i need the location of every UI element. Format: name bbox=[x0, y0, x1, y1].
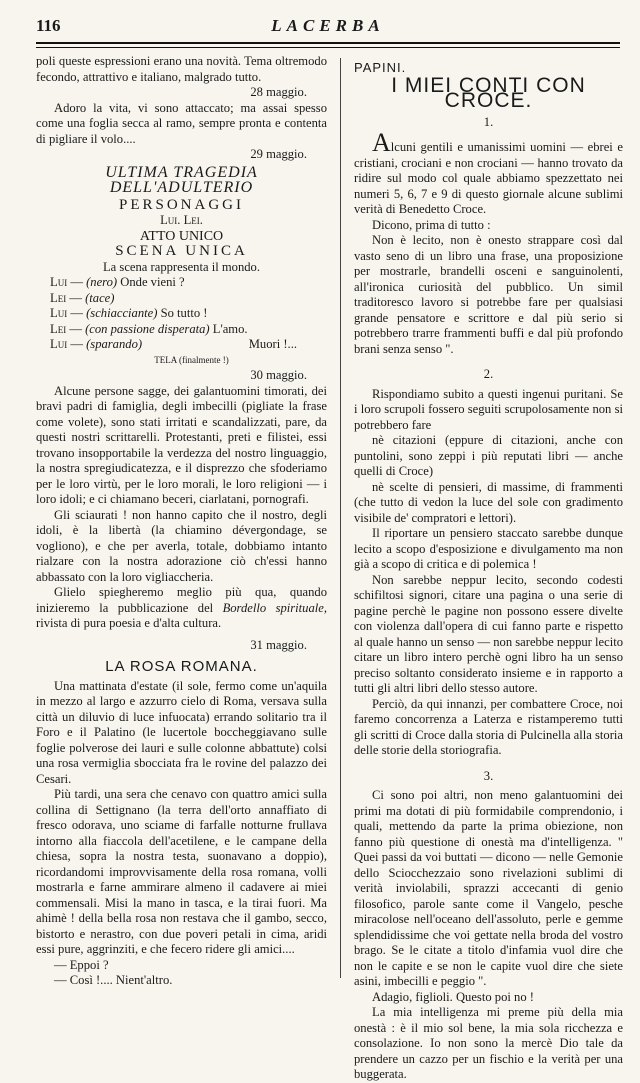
paragraph: Alcune persone sagge, dei galantuomini timorati, dei bravi padri di famiglia, degli imbecilli (pigliate la frase come volete), sono stati irritati e scandalizzati, pare, da questi nostri scrittarelli. Protestanti, preti e filistei, essi trovano insopportabile la verdezza del nostro linguaggio, la nostra spregiudicatezza, e il disprezzo che sfoderiamo per le loro virtù, per le loro morali, le loro religioni — i loro idoli; e ci chiamano beceri, ciarlatani, pornografi. bbox=[36, 383, 327, 506]
dialogue-line: Lui — (sparando) Muori !... bbox=[50, 337, 297, 351]
paragraph: La mia intelligenza mi preme più della mia onestà : è il mio sol bene, la mia sola ricchezza e consolazione. Io non sono la mercè Dio tale da prendere un cazzo per un fischio e la verità per una buggerata. bbox=[354, 1005, 623, 1081]
masthead: LACERBA bbox=[271, 16, 385, 35]
paragraph: Non è lecito, non è onesto strappare così dal vasto seno di un libro una frase, una proposizione per mostrarle, brandelli osceni e sanguinolenti, all'ironica curiosità del pubblico. Un simil traditoresco lavoro si potrebbe fare per qualsiasi grande pensatore e scrittore e dal più serio si potrebbero trarre frammenti buffi e dal più profondo brani senza senso ". bbox=[354, 233, 623, 356]
paragraph: — Eppoi ? bbox=[54, 957, 109, 972]
dialogue-line: Lui — (nero) Onde vieni ? bbox=[50, 275, 185, 289]
header-rule bbox=[36, 42, 620, 44]
act-heading: ATTO UNICO bbox=[139, 228, 224, 244]
date: 28 maggio. bbox=[250, 85, 307, 99]
page-header bbox=[36, 16, 620, 42]
paragraph: poli queste espressioni erano una novità. Tema oltremodo fecondo, attrattivo e italiano, malgrado tutto. bbox=[36, 54, 327, 84]
header-rule-thin bbox=[36, 47, 620, 48]
drop-cap: A bbox=[372, 128, 391, 157]
characters: Lui. Lei. bbox=[160, 213, 203, 227]
right-column bbox=[354, 54, 623, 1083]
paragraph: — Così !.... Nient'altro. bbox=[54, 973, 173, 987]
author: PAPINI. bbox=[354, 60, 407, 75]
section-number: 1. bbox=[483, 114, 494, 129]
paragraph: Adoro la vita, vi sono attaccato; ma assai spesso come una foglia secca al ramo, sempre pronta e contenta di pigliare il volo.... bbox=[36, 100, 327, 146]
dialogue-line: Lei — (tace) bbox=[50, 290, 115, 305]
paragraph: Gli sciaurati ! non hanno capito che il nostro, degli idoli, è la libertà (la chiamino dévergondage, se vogliono), e che per averla, totale, dobbiamo intanto rialzare con la nostra adorazione ciò ch'essi hanno abbassato con la loro vigliaccheria. bbox=[36, 507, 327, 584]
rosa-title: LA ROSA ROMANA. bbox=[105, 658, 258, 675]
paragraph: Alcuni gentili e umanissimi uomini — ebrei e cristiani, crociani e non crociani — hanno trovato da ridire sul modo col quale abbiamo spezzettato nei numeri 5, 6, 7 e 9 di questo giornale alcune sublimi verità di Benedetto Croce. bbox=[354, 128, 623, 216]
section-number: 3. bbox=[483, 768, 494, 783]
paragraph: Adagio, figlioli. Questo poi no ! bbox=[372, 989, 534, 1004]
paragraph: Dicono, prima di tutto : bbox=[372, 217, 491, 232]
personaggi-heading: PERSONAGGI bbox=[118, 196, 244, 213]
tragedy-title: ULTIMA TRAGEDIA DELL'ADULTERIO bbox=[105, 163, 258, 196]
paragraph: Non sarebbe neppur lecito, secondo codesti schifiltosi signori, citare una pagina o una serie di pagine perchè le pagine non possono essere divelte con violenza dall'opera di cui fanno parte e rispetto al quale hanno un senso — non sarebbe neppur lecito citare un libro intero perchè ogni libro ha un senso preciso soltanto considerato insieme e in rapporto a tutti gli altri libri dello stesso autore. bbox=[354, 572, 623, 695]
dialogue-line: Lui — (schiacciante) So tutto ! bbox=[50, 306, 208, 320]
page-number: 116 bbox=[36, 16, 61, 35]
paragraph: nè citazioni (eppure di citazioni, anche con puntolini, sono zeppi i più reputati libri — anche quelli di Croce) bbox=[354, 433, 623, 478]
article-title: I MIEI CONTI CON CROCE. bbox=[391, 73, 586, 112]
paragraph: Il riportare un pensiero staccato sarebbe dunque lecito a scopo d'esposizione e divulgamento ma non già a scopo di critica e di polemica ! bbox=[354, 526, 623, 571]
dialogue-line: Lei — (con passione disperata) L'amo. bbox=[50, 321, 248, 336]
paragraph: Perciò, da qui innanzi, per combattere Croce, noi faremo concorrenza a Laterza e ristamperemo tutti gli scritti di Croce dalla storia di Pulcinella alla storia delle storie della storiografia. bbox=[354, 696, 623, 757]
date: 29 maggio. bbox=[250, 147, 307, 161]
paragraph: Rispondiamo subito a questi ingenui puritani. Se i loro scrupoli fossero seguiti scrupolosamente non si potrebbero fare bbox=[354, 386, 623, 432]
date: 31 maggio. bbox=[250, 637, 307, 652]
paragraph: Glielo spiegheremo meglio più qua, quando inizieremo la pubblicazione del Bordello spirituale, rivista di pura poesia e d'alta cultura. bbox=[36, 585, 327, 630]
scene-heading: SCENA UNICA bbox=[115, 243, 248, 259]
left-column bbox=[36, 54, 327, 989]
paragraph: nè scelte di pensieri, di massime, di frammenti (che tutto di vedon la luce del sole con gradimento visibile de' compratori e lettori). bbox=[354, 479, 623, 525]
section-number: 2. bbox=[483, 367, 494, 381]
paragraph: Ci sono poi altri, non meno galantuomini dei primi ma dotati di più formidabile comprendonio, i quali, mettendo da parte la prima obiezione, non fanno più questione di onestà ma d'intelligenza. " Quei passi da voi buttati — dicono — nelle Gemonie dello Sciocchezzaio sono rivelazioni sublimi di verità inviolabili, sprazzi accecanti di genio filosofico, parole sante come il Vangelo, pesche miracolose nell'oceano dell'assoluto, perle e gemme splendidissime che voi gettate nella broda del vostro brago. Se le citate a titolo d'infamia vuol dire che non le capite e se non le capite vuol dire che siete asini, imbecilli e peggio ". bbox=[354, 788, 623, 988]
paragraph: Una mattinata d'estate (il sole, fermo come un'aquila in mezzo al largo e azzurro cielo di Roma, versava sulla città un diluvio di luce infuocata) errando solitario tra il Foro e il Palatino (le lucertole boccheggiavano sulle foglie polverose dei lauri e sulle colonne abbattute) colsi una rosa vermiglia sbocciata fra le rovine del palazzo dei Cesari. bbox=[36, 678, 327, 786]
date: 30 maggio. bbox=[250, 368, 307, 382]
column-divider bbox=[340, 58, 341, 978]
curtain-note: TELA (finalmente !) bbox=[154, 354, 229, 365]
paragraph: Più tardi, una sera che cenavo con quattro amici sulla collina di Settignano (la terra dell'orto annaffiato di fresco odorava, uno sciame di farfalle notturne frullava intorno alla fiaccola dell'acetilene, e le campane della chiesa, sopra la nostra testa, suonavano a doppio), ricordandomi improvvisamente della rosa romana, volli mostrarla e farne ammirare almeno il cadavere ai miei commensali. Misi la mano in tasca, e la tirai fuori. Ma ahimè ! della bella rosa non restava che il gambo, secco, bistorto e nerastro, con due poveri petali in cima, aridi essi pure, aggrinziti, e che fecero ridere gli amici.... bbox=[36, 787, 327, 956]
stage-direction: La scena rappresenta il mondo. bbox=[102, 259, 260, 274]
